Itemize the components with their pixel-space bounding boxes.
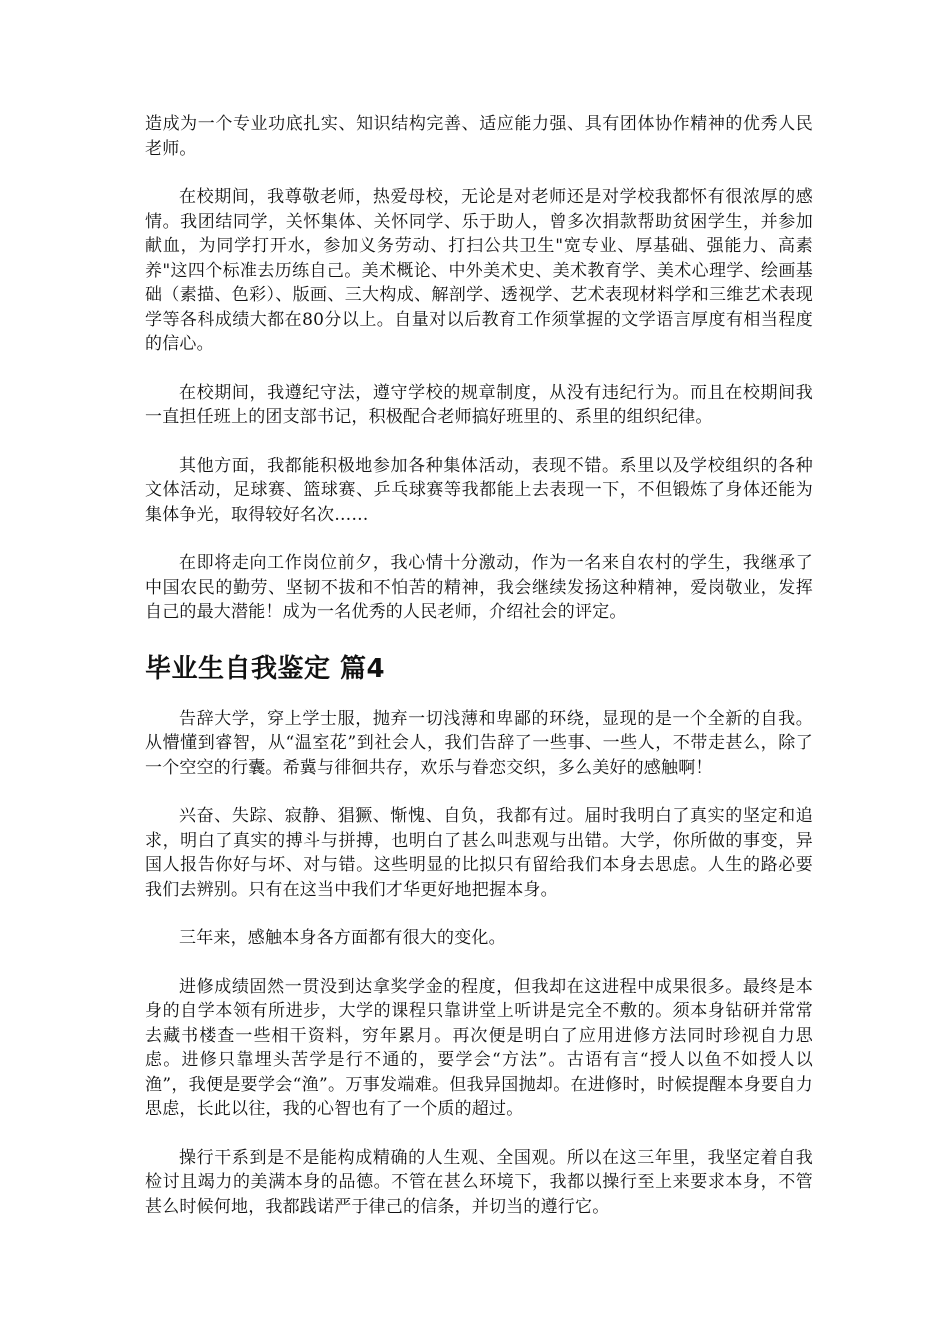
paragraph-study: 进修成绩固然一贯没到达拿奖学金的程度，但我却在这进程中成果很多。最终是本身的自学本领有所进步，大学的课程只靠讲堂上听讲是完全不敷的。须本身钻研并常常去藏书楼查一些相干资料，穷年累月。再次便是明白了应用进修方法同时珍视自力思虑。进修只靠埋头苦学是行不通的，要学会“方法”。古语有言“授人以鱼不如授人以渔”，我便是要学会“渔”。万事发端难。但我异国抛却。在进修时，时候提醒本身要自力思虑，长此以往，我的心智也有了一个质的超过。: [145, 976, 813, 1119]
paragraph-emotions: 兴奋、失踪、寂静、猖獗、惭愧、自负，我都有过。届时我明白了真实的坚定和追求，明白了真实的搏斗与拼搏，也明白了甚么叫悲观与出错。大学，你所做的事变，异国人报告你好与坏、对与错。这些明显的比拟只有留给我们本身去思虑。人生的路必要我们去辨别。只有在这当中我们才华更好地把握本身。: [145, 806, 813, 900]
document-page: [145, 112, 813, 1243]
paragraph-continuation: 造成为一个专业功底扎实、知识结构完善、适应能力强、具有团体协作精神的优秀人民老师。: [145, 114, 813, 159]
paragraph-activities: 其他方面，我都能积极地参加各种集体活动，表现不错。系里以及学校组织的各种文体活动，足球赛、篮球赛、乒乓球赛等我都能上去表现一下，不但锻炼了身体还能为集体争光，取得较好名次……: [145, 455, 813, 525]
paragraph-conclusion: 在即将走向工作岗位前夕，我心情十分激动，作为一名来自农村的学生，我继承了中国农民的勤劳、坚韧不拔和不怕苦的精神，我会继续发扬这种精神，爱岗敬业，发挥自己的最大潜能！成为一名优秀的人民老师，介绍社会的评定。: [145, 553, 813, 622]
paragraph-three-years: 三年来，感触本身各方面都有很大的变化。: [179, 928, 506, 948]
section-heading: 毕业生自我鉴定 篇4: [145, 653, 386, 684]
paragraph-discipline: 在校期间，我遵纪守法，遵守学校的规章制度，从没有违纪行为。而且在校期间我一直担任班上的团支部书记，积极配合老师搞好班里的、系里的组织纪律。: [145, 382, 813, 427]
paragraph-school-attitude: 在校期间，我尊敬老师，热爱母校，无论是对老师还是对学校我都怀有很浓厚的感情。我团结同学，关怀集体、关怀同学、乐于助人，曾多次捐款帮助贫困学生，并参加献血，为同学打开水，参加义务劳动、打扫公共卫生"宽专业、厚基础、强能力、高素养"这四个标准去历练自己。美术概论、中外美术史、美术教育学、美术心理学、绘画基础（素描、色彩）、版画、三大构成、解剖学、透视学、艺术表现材料学和三维艺术表现学等各科成绩大都在80分以上。自量对以后教育工作须掌握的文学语言厚度有相当程度的信心。: [145, 187, 813, 354]
paragraph-farewell: 告辞大学，穿上学士服，抛弃一切浅薄和卑鄙的环绕，显现的是一个全新的自我。从懵懂到睿智，从“温室花”到社会人，我们告辞了一些事、一些人，不带走甚么，除了一个空空的行囊。希冀与徘徊共存，欢乐与眷恋交织，多么美好的感触啊！: [145, 708, 813, 778]
paragraph-character: 操行干系到是不是能构成精确的人生观、全国观。所以在这三年里，我坚定着自我检讨且竭力的美满本身的品德。不管在甚么环境下，我都以操行至上来要求本身，不管甚么时候何地，我都践诺严于律己的信条，并切当的遵行它。: [145, 1147, 813, 1217]
